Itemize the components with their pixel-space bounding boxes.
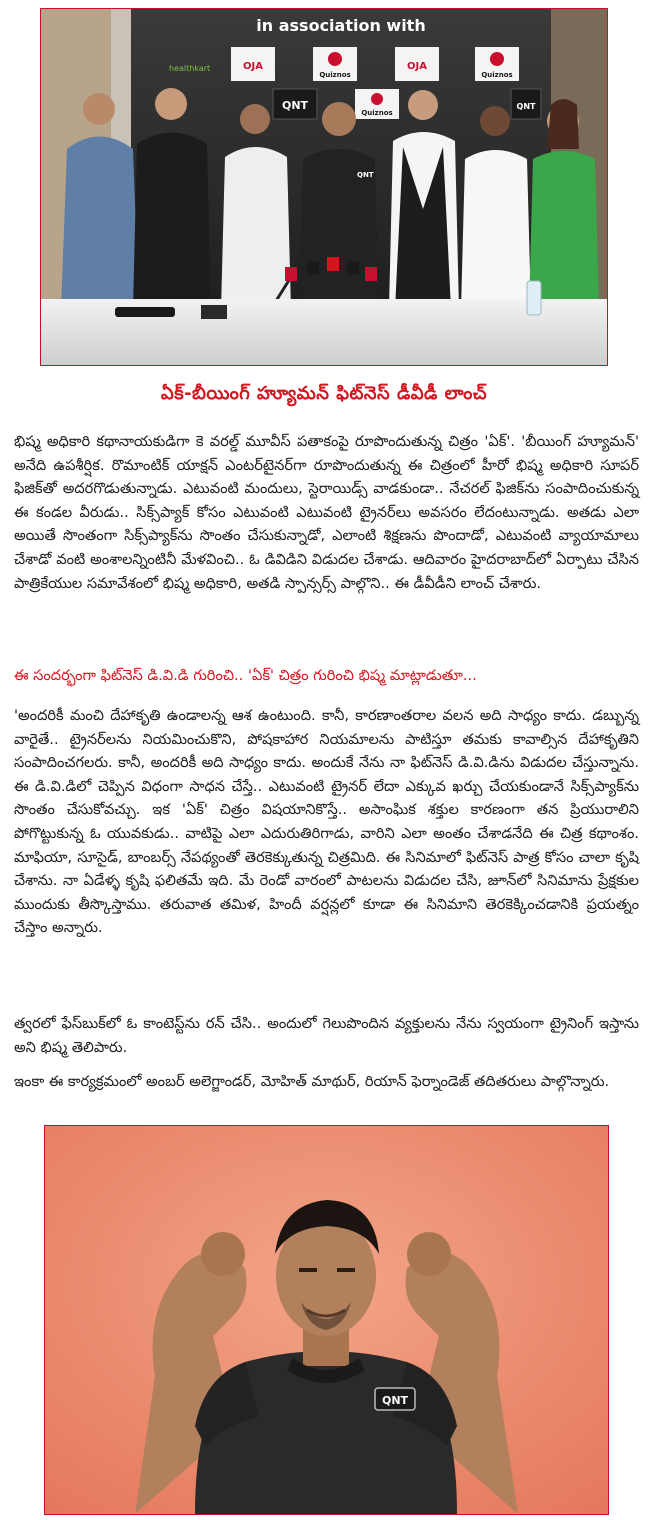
actor-shirt-logo: QNT xyxy=(381,1394,409,1407)
sponsor-logo-1: OJA xyxy=(243,61,263,72)
center-shirt-logo: QNT xyxy=(357,171,374,179)
sponsor-logo-7: QNT xyxy=(516,102,536,111)
actor-flex-photo xyxy=(44,1125,609,1515)
article-paragraph-1: భిష్మ అధికారి కథానాయకుడిగా కె వరల్డ్ మూవీస్ పతాకంపై రూపొందుతున్న చిత్రం 'ఏక్'. 'బీయింగ్ హ్యూమన్' అనేది ఉపశీర్షిక. రొమాంటిక్ యాక్షన్ ఎంటర్‌టైనర్‌గా రూపొందుతున్న ఈ చిత్రంలో హీరో భిష్మ అధికారి సూపర్ ఫిజిక్‌తో అదరగొడుతున్నాడు. ఎటువంటి మందులు, స్టెరాయిడ్స్ వాడకుండా.. నేచరల్ ఫిజిక్‌ను సంపాదించుకున్న ఈ కండల వీరుడు.. సిక్స్‌ప్యాక్ కోసం ఎటువంటి ఎటువంటి ట్రైనర్‌లు అవసరం లేదంటున్నాడు. అతడు ఎలా అయితే సొంతంగా సిక్స్‌ప్యాక్‌ను సొంతం చేసుకున్నాడో, ఎలాంటి శిక్షణను పొందాడో, ఎటువంటి వ్యాయామాలు చేశాడో వంటి అంశాలన్నింటినీ మేళవించి.. ఓ డివిడిని విడుదల చేశాడు. ఆదివారం హైదరాబాద్‌లో ఏర్పాటు చేసిన పాత్రికేయుల సమావేశంలో భిష్మ అధికారి, అతడి స్పాన్సర్స్ పాల్గొని.. ఈ డీవీడీని లాంచ్ చేశారు. xyxy=(14,433,639,592)
sponsor-logo-6: Quiznos xyxy=(361,109,393,117)
article-paragraph-3: త్వరలో ఫేస్‌బుక్‌లో ఓ కాంటెస్ట్‌ను రన్ చేసి.. అందులో గెలుపొందిన వ్యక్తులను నేను స్వయంగా ట్రైనింగ్ ఇస్తాను అని భిష్మ తెలిపారు. xyxy=(14,1015,639,1056)
sponsor-logo-3: OJA xyxy=(407,61,427,72)
sponsor-logo-5: QNT xyxy=(281,99,309,112)
article-paragraph-4: ఇంకా ఈ కార్యక్రమంలో అంబర్ అలెగ్జాండర్, మోహిత్ మాథుర్, రియాన్ ఫెర్నాండెజ్ తదితరులు పాల్గొన్నారు. xyxy=(14,1073,610,1090)
healthkart-logo: healthkart xyxy=(169,64,211,73)
sponsor-logo-2: Quiznos xyxy=(319,71,351,79)
press-meet-photo xyxy=(40,8,608,366)
article-subheading: ఈ సందర్భంగా ఫిట్‌నెస్ డి.వి.డి గురించి.. 'ఏక్' చిత్రం గురించి భిష్మ మాట్లాడుతూ... xyxy=(14,667,477,684)
article-paragraph-2: 'అందరికీ మంచి దేహాకృతి ఉండాలన్న ఆశ ఉంటుంది. కానీ, కారణాంతరాల వలన అది సాధ్యం కాదు. డబ్బున్న వారైతే.. ట్రైనర్‌లను నియమించుకొని, పోషకాహార నియమాలను పాటిస్తూ తమకు కావాల్సిన దేహాకృతిని సంపాదించగలరు. కానీ, అందరికీ అది సాధ్యం కాదు. అందుకే నేను నా ఫిట్‌నెస్ డి.వి.డిను విడుదల చేస్తున్నాను. ఈ డి.వి.డిలో చెప్పిన విధంగా సాధన చేస్తే.. ఎటువంటి ట్రైనర్ లేదా ఎక్కువ ఖర్చు చేయకుండానే సిక్స్‌ప్యాక్‌ను సొంతం చేసుకోవచ్చు. ఇక 'ఏక్' చిత్రం విషయానికొస్తే.. అసాంఘిక శక్తుల కారణంగా తన ప్రియురాలిని పోగొట్టుకున్న ఓ యువకుడు.. వాటిపై ఎలా ఎదురుతిరిగాడు, వారిని ఎలా అంతం చేశాడనేది ఈ చిత్ర కథాంశం. మాఫియా, సూసైడ్, బాంబర్స్ నేపథ్యంతో తెరకెక్కుతున్న చిత్రమిది. ఈ సినిమాలో ఫిట్‌నెస్ పాత్ర కోసం చాలా కృషి చేశాను. నా ఏడేళ్ళ కృషి ఫలితమే ఇది. మే రెండో వారంలో పాటలను విడుదల చేసి, జూన్‌లో సినిమాను ప్రేక్షకుల ముందుకు తీస్కొస్తాము. తరువాత తమిళ, హిందీ వర్షన్లలో కూడా ఈ సినిమాని తెరకెక్కించడానికి ప్రయత్నం చేస్తాం అన్నారు. xyxy=(14,707,639,937)
banner-heading: in association with xyxy=(256,16,426,35)
sponsor-logo-4: Quiznos xyxy=(481,71,513,79)
article-headline: ఏక్-బీయింగ్ హ్యూమన్ ఫిట్‌నెస్ డీవీడీ లాంచ్ xyxy=(160,382,488,404)
